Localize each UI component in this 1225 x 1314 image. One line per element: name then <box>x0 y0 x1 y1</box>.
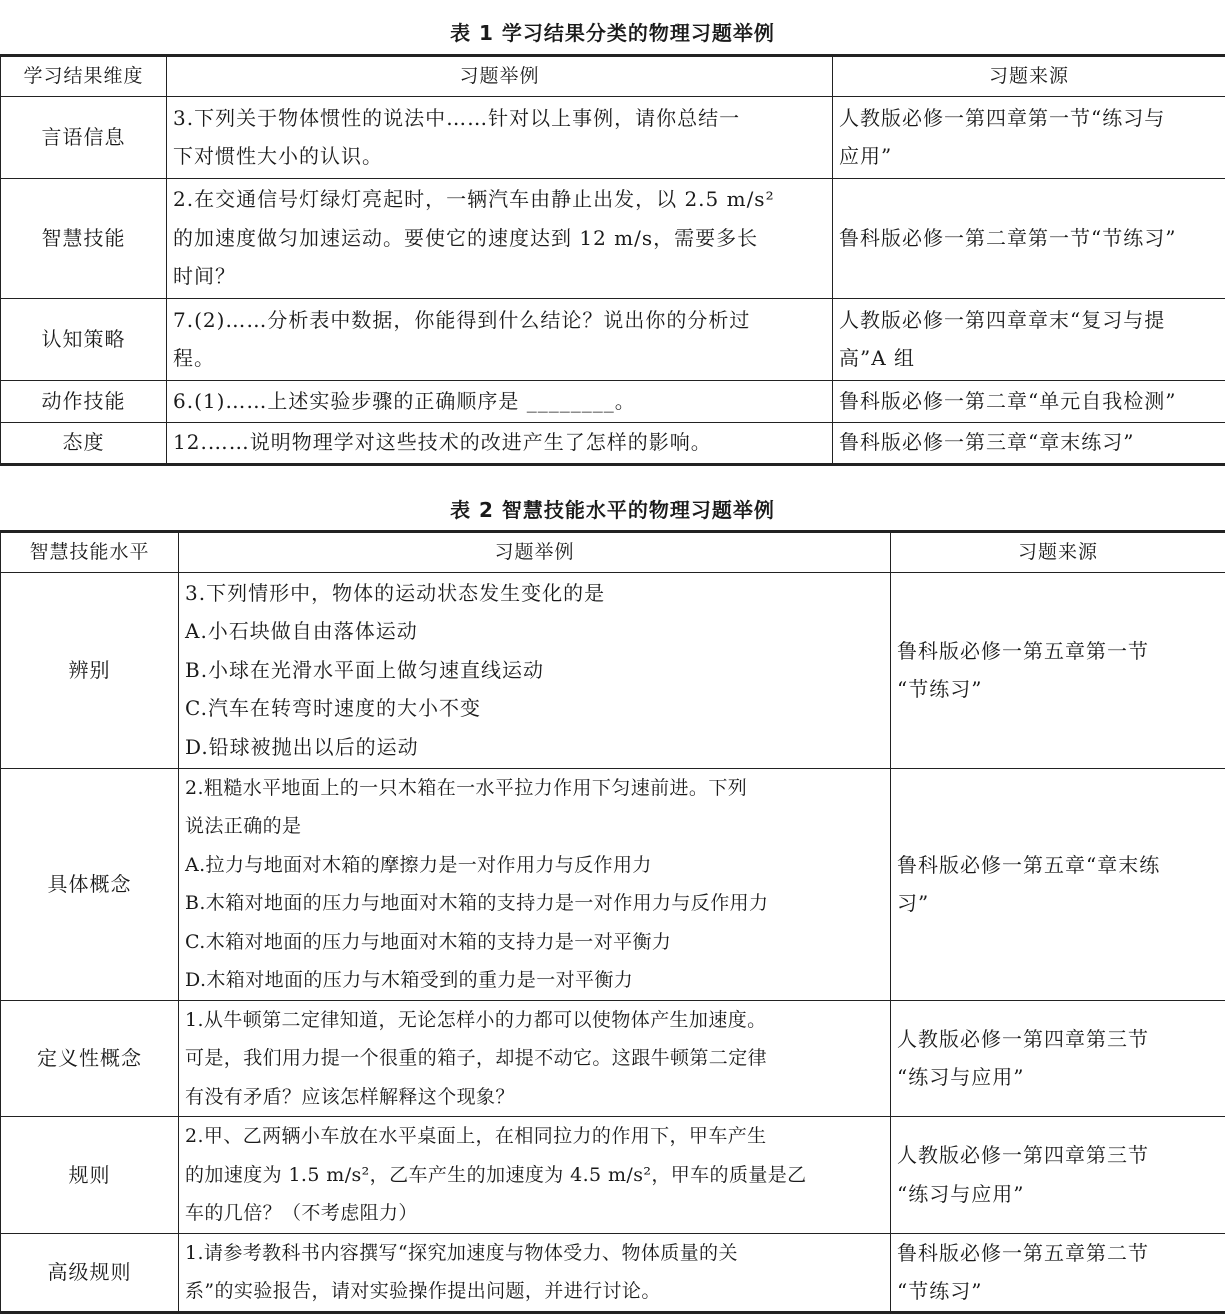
row-category: 规则 <box>1 1117 179 1234</box>
example-line: A.小石块做自由落体运动 <box>185 612 884 651</box>
row-category: 辨别 <box>1 572 179 768</box>
row-source <box>833 380 1225 422</box>
row-example <box>167 380 833 422</box>
table-row <box>1 422 1225 464</box>
table-row <box>1 178 1225 298</box>
source-line: 鲁科版必修一第二章第一节“节练习” <box>839 219 1219 258</box>
example-line: 的加速度做匀加速运动。要使它的速度达到 12 m/s，需要多长 <box>173 219 826 258</box>
example-line: 的加速度为 1.5 m/s²，乙车产生的加速度为 4.5 m/s²，甲车的质量是乙 <box>185 1156 884 1195</box>
row-example <box>167 422 833 464</box>
table1-header-row <box>1 56 1225 97</box>
source-line: 鲁科版必修一第五章“章末练 <box>897 846 1219 885</box>
example-line: 1.从牛顿第二定律知道，无论怎样小的力都可以使物体产生加速度。 <box>185 1001 884 1040</box>
row-source <box>891 768 1225 1000</box>
table1-header-source: 习题来源 <box>833 56 1225 97</box>
example-line: 系”的实验报告，请对实验操作提出问题，并进行讨论。 <box>185 1272 884 1311</box>
row-category: 具体概念 <box>1 768 179 1000</box>
source-line: “练习与应用” <box>897 1175 1219 1214</box>
table-row <box>1 298 1225 380</box>
table2-header-source: 习题来源 <box>891 532 1225 573</box>
row-example <box>167 96 833 178</box>
table1 <box>0 54 1225 466</box>
example-line: D.木箱对地面的压力与木箱受到的重力是一对平衡力 <box>185 961 884 1000</box>
source-line: 鲁科版必修一第五章第二节 <box>897 1234 1219 1273</box>
row-example <box>179 1000 891 1117</box>
table1-header-dimension: 学习结果维度 <box>1 56 167 97</box>
example-line: 3.下列关于物体惯性的说法中……针对以上事例，请你总结一 <box>173 99 826 138</box>
table2 <box>0 530 1225 1314</box>
table-row <box>1 380 1225 422</box>
row-category: 高级规则 <box>1 1233 179 1312</box>
table2-caption: 表 2 智慧技能水平的物理习题举例 <box>0 494 1225 523</box>
source-line: 鲁科版必修一第三章“章末练习” <box>839 423 1219 462</box>
row-source <box>833 298 1225 380</box>
source-line: 人教版必修一第四章第三节 <box>897 1136 1219 1175</box>
row-source <box>833 96 1225 178</box>
example-line: C.木箱对地面的压力与地面对木箱的支持力是一对平衡力 <box>185 923 884 962</box>
example-line: 程。 <box>173 339 826 378</box>
table-row <box>1 1233 1225 1312</box>
example-line: 时间？ <box>173 257 826 296</box>
source-line: 鲁科版必修一第五章第一节 <box>897 632 1219 671</box>
example-line: 2.粗糙水平地面上的一只木箱在一水平拉力作用下匀速前进。下列 <box>185 769 884 808</box>
example-line: 车的几倍？（不考虑阻力） <box>185 1194 884 1233</box>
row-category: 智慧技能 <box>1 178 167 298</box>
example-line: 2.甲、乙两辆小车放在水平桌面上，在相同拉力的作用下，甲车产生 <box>185 1117 884 1156</box>
table1-header-example: 习题举例 <box>167 56 833 97</box>
table-row <box>1 1000 1225 1117</box>
source-line: 鲁科版必修一第二章“单元自我检测” <box>839 382 1219 421</box>
example-line: 3.下列情形中，物体的运动状态发生变化的是 <box>185 574 884 613</box>
row-source <box>891 1233 1225 1312</box>
table2-header-example: 习题举例 <box>179 532 891 573</box>
table-row <box>1 1117 1225 1234</box>
example-line: 12.……说明物理学对这些技术的改进产生了怎样的影响。 <box>173 423 826 462</box>
row-category: 认知策略 <box>1 298 167 380</box>
row-source <box>891 572 1225 768</box>
example-line: C.汽车在转弯时速度的大小不变 <box>185 689 884 728</box>
row-example <box>179 572 891 768</box>
table2-header-row <box>1 532 1225 573</box>
example-line: 有没有矛盾？应该怎样解释这个现象？ <box>185 1078 884 1117</box>
row-category: 定义性概念 <box>1 1000 179 1117</box>
row-source <box>891 1000 1225 1117</box>
example-line: 7.(2)……分析表中数据，你能得到什么结论？说出你的分析过 <box>173 301 826 340</box>
table-row <box>1 768 1225 1000</box>
source-line: 人教版必修一第四章第三节 <box>897 1020 1219 1059</box>
example-line: 说法正确的是 <box>185 807 884 846</box>
example-line: 2.在交通信号灯绿灯亮起时，一辆汽车由静止出发，以 2.5 m/s² <box>173 180 826 219</box>
row-example <box>167 298 833 380</box>
row-category: 言语信息 <box>1 96 167 178</box>
example-line: 下对惯性大小的认识。 <box>173 137 826 176</box>
table-row <box>1 96 1225 178</box>
row-example <box>167 178 833 298</box>
example-line: B.小球在光滑水平面上做匀速直线运动 <box>185 651 884 690</box>
source-line: “节练习” <box>897 670 1219 709</box>
row-category: 动作技能 <box>1 380 167 422</box>
row-example <box>179 768 891 1000</box>
row-source <box>833 422 1225 464</box>
table1-caption: 表 1 学习结果分类的物理习题举例 <box>0 17 1225 46</box>
source-line: “节练习” <box>897 1272 1219 1311</box>
example-line: A.拉力与地面对木箱的摩擦力是一对作用力与反作用力 <box>185 846 884 885</box>
example-line: D.铅球被抛出以后的运动 <box>185 728 884 767</box>
row-example <box>179 1233 891 1312</box>
example-line: 1.请参考教科书内容撰写“探究加速度与物体受力、物体质量的关 <box>185 1234 884 1273</box>
source-line: 人教版必修一第四章章末“复习与提 <box>839 301 1219 340</box>
source-line: 习” <box>897 884 1219 923</box>
source-line: 高”A 组 <box>839 339 1219 378</box>
example-line: B.木箱对地面的压力与地面对木箱的支持力是一对作用力与反作用力 <box>185 884 884 923</box>
example-line: 6.(1)……上述实验步骤的正确顺序是 ________。 <box>173 382 826 421</box>
source-line: 人教版必修一第四章第一节“练习与 <box>839 99 1219 138</box>
source-line: 应用” <box>839 137 1219 176</box>
source-line: “练习与应用” <box>897 1058 1219 1097</box>
table-row <box>1 572 1225 768</box>
row-source <box>891 1117 1225 1234</box>
row-source <box>833 178 1225 298</box>
row-example <box>179 1117 891 1234</box>
table2-header-level: 智慧技能水平 <box>1 532 179 573</box>
row-category: 态度 <box>1 422 167 464</box>
example-line: 可是，我们用力提一个很重的箱子，却提不动它。这跟牛顿第二定律 <box>185 1039 884 1078</box>
